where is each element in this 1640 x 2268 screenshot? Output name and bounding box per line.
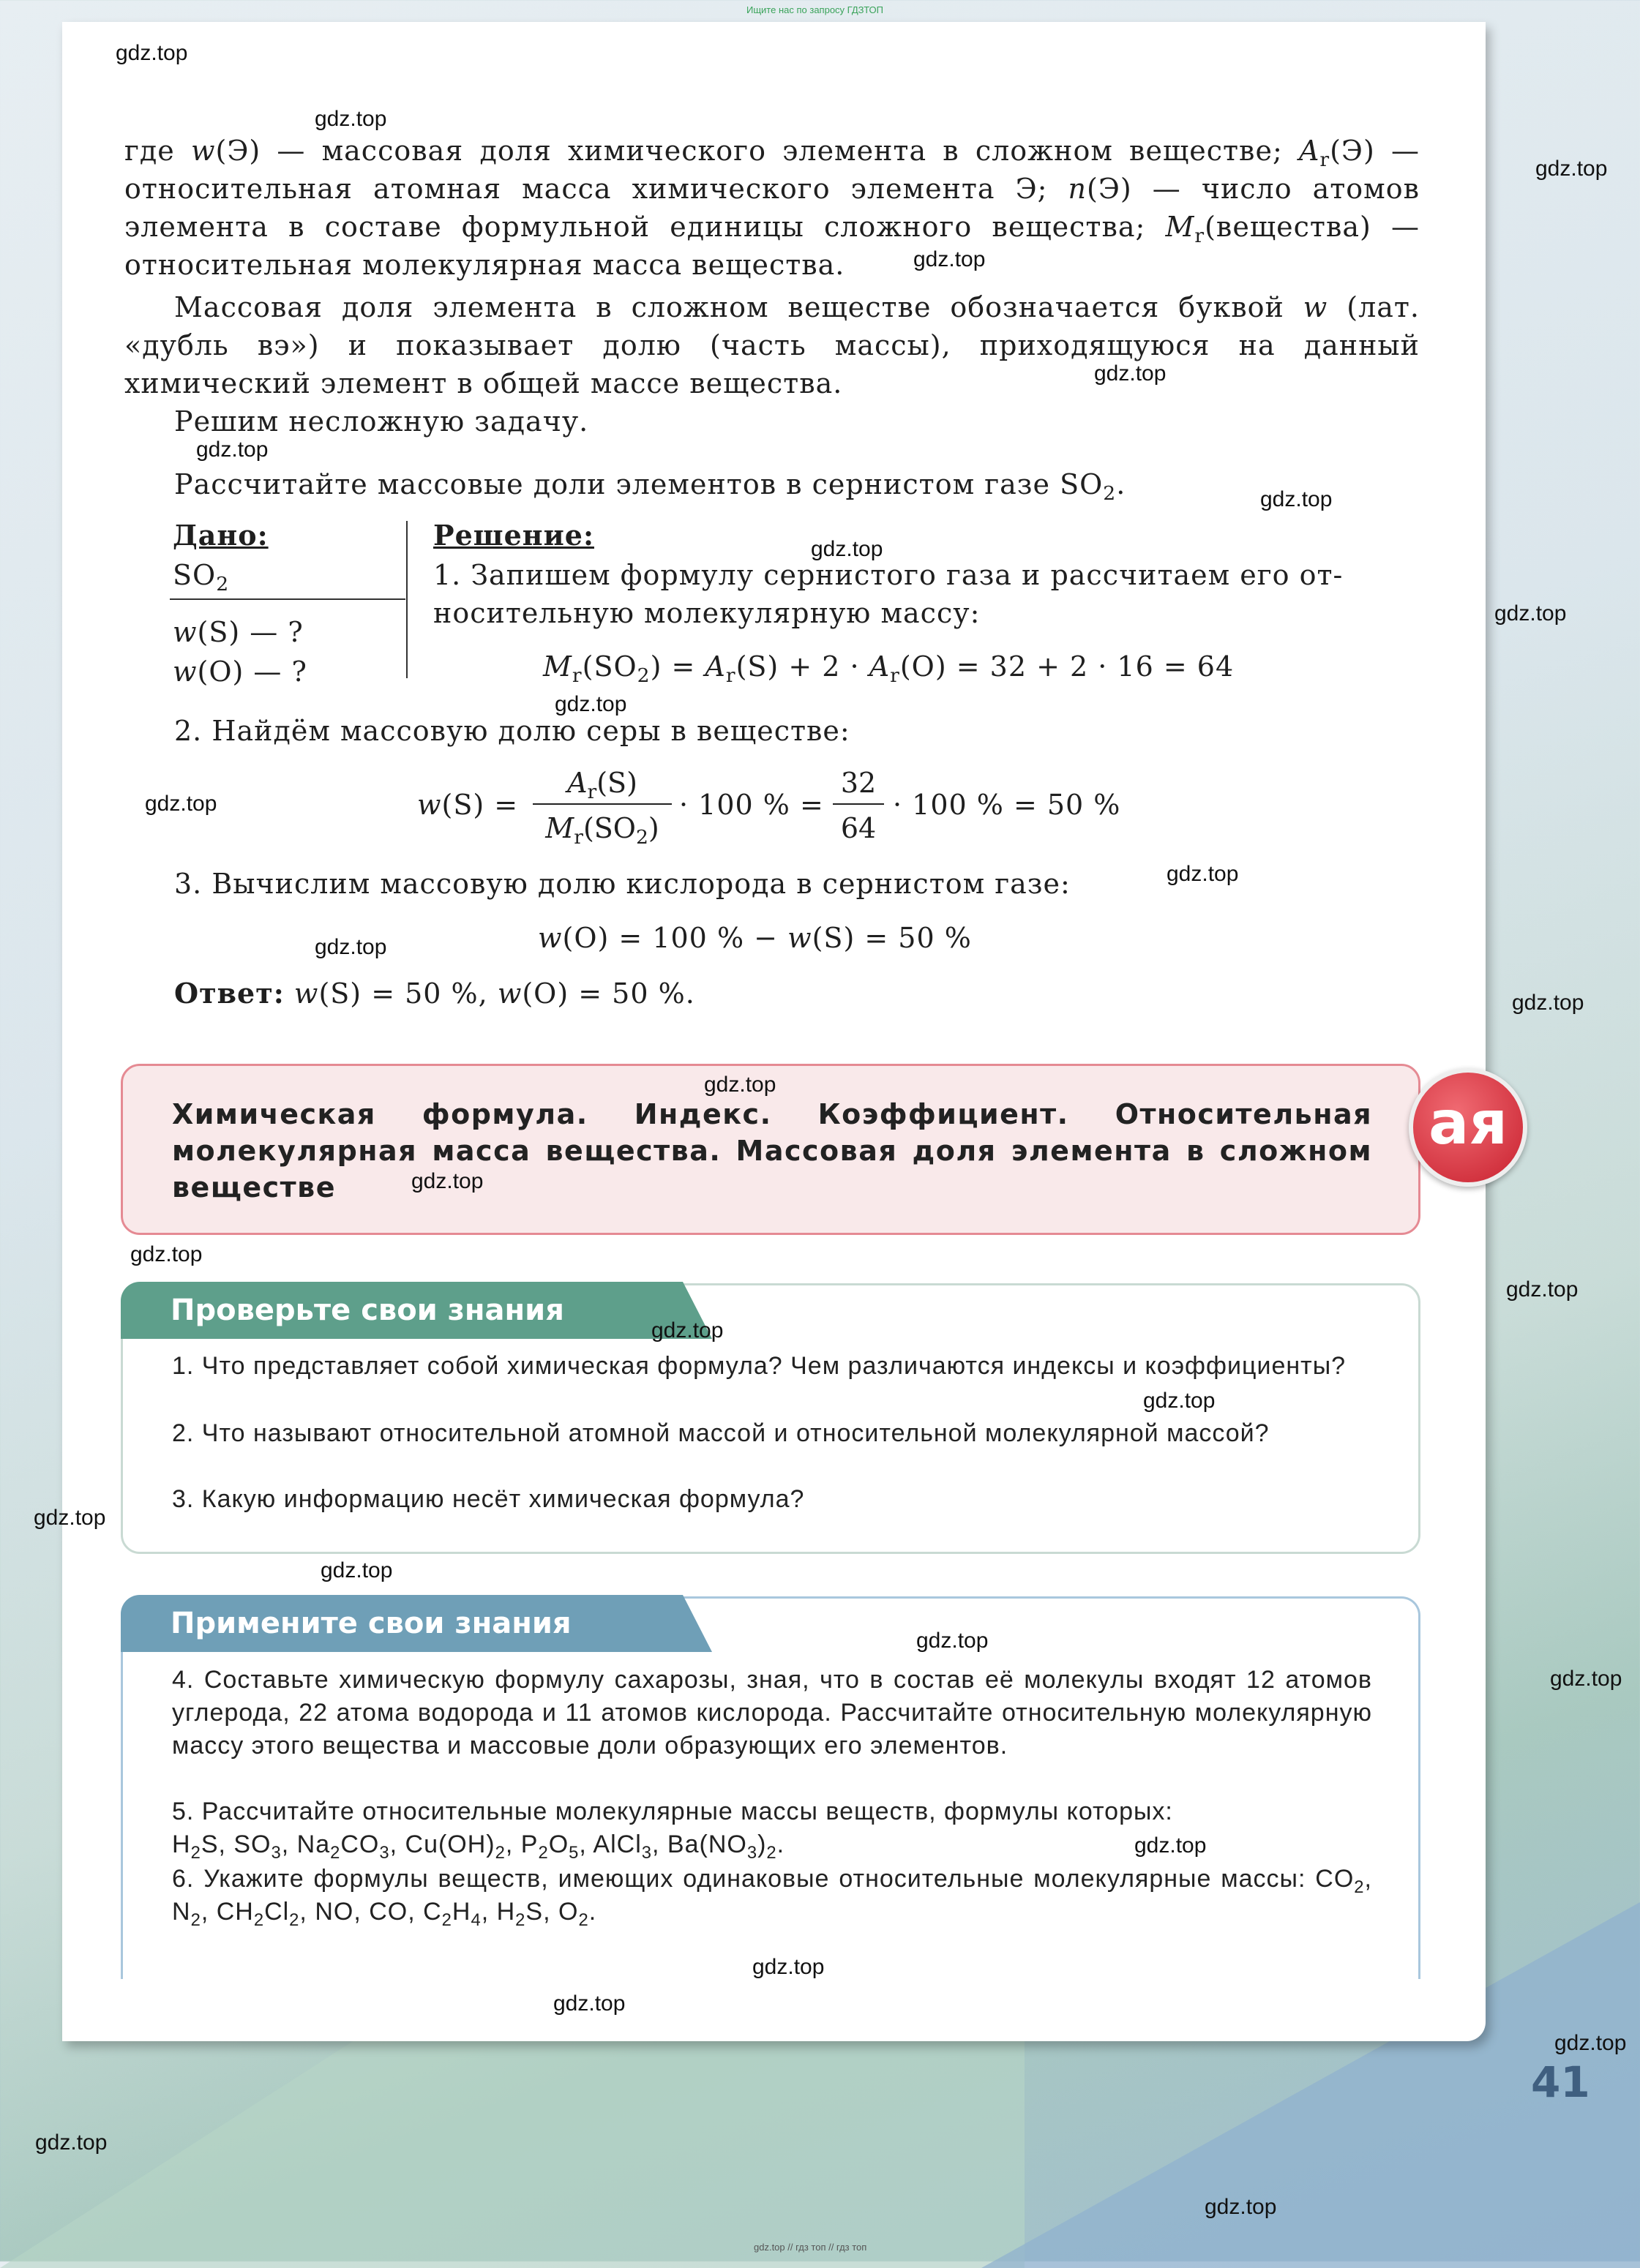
watermark: gdz.top	[651, 1318, 724, 1343]
watermark: gdz.top	[35, 2130, 108, 2155]
watermark: gdz.top	[321, 1558, 393, 1582]
watermark: gdz.top	[913, 247, 986, 271]
formula-ws-left: w(S) =	[417, 789, 519, 821]
intro-paragraph: где w(Э) — массовая доля химического элемента в сложном веществе; $A_r(Э)$ — относительная атомная масса химического элемента Э; n(Э) — число атомов элемента в составе формульной единицы сложного вещества; $M_r(вещества)$ — относительная молекулярная масса вещества.	[124, 135, 1420, 281]
formula-ws-result: · 100 % = 50 %	[893, 789, 1121, 821]
apply-question-6: 6. Укажите формулы веществ, имеющих одинаковые относительные молекулярные массы: $CO_2$, $N_2$, $CH_2Cl_2$, NO, CO, $C_2H_4$, $H_2S$, $O_2$.	[172, 1865, 1372, 1930]
watermark: gdz.top	[1494, 601, 1567, 626]
watermark: gdz.top	[411, 1169, 484, 1193]
given-solution-divider	[406, 521, 408, 678]
given-q2: w(O) — ?	[173, 656, 307, 688]
apply-question-4: 4. Составьте химическую формулу сахарозы, зная, что в состав её молекулы входят 12 атомов углерода, 22 атома водорода и 11 атомов кислорода. Рассчитайте относительную молекулярную массу этого вещества и массовые доли образующих его элементов.	[172, 1666, 1372, 1760]
frac1-numerator: $A_r(S)$	[567, 767, 637, 803]
watermark: gdz.top	[1205, 2195, 1277, 2219]
watermark: gdz.top	[1143, 1389, 1216, 1413]
watermark: gdz.top	[1506, 1277, 1579, 1302]
given-q1: w(S) — ?	[173, 616, 304, 648]
solution-step3: 3. Вычислим массовую долю кислорода в сернистом газе:	[174, 868, 1071, 900]
solution-step1: 1. Запишем формулу сернистого газа и рассчитаем его от-	[433, 559, 1344, 591]
watermark: gdz.top	[811, 537, 883, 561]
watermark: gdz.top	[315, 935, 387, 959]
formula-mr: $M_r(SO_2) = A_r(S) + 2 \cdot A_r(O) = 32 + 2 \cdot 16 = 64$	[543, 650, 1235, 687]
key-terms-text: Химическая формула. Индекс. Коэффициент. Относительная молекулярная масса вещества. Массовая доля элемента в сложном веществе	[172, 1098, 1372, 1204]
check-question-3: 3. Какую информацию несёт химическая формула?	[172, 1485, 805, 1513]
page-number: 41	[1531, 2057, 1590, 2107]
watermark: gdz.top	[34, 1506, 106, 1530]
top-note: Ищите нас по запросу ГДЗТОП	[746, 4, 884, 15]
answer: Ответ: w(S) = 50 %, w(O) = 50 %.	[174, 977, 695, 1010]
task-statement: Рассчитайте массовые доли элементов в сернистом газе $SO_2$.	[174, 468, 1126, 505]
solution-step1-cont: носительную молекулярную массу:	[433, 597, 981, 629]
watermark: gdz.top	[130, 1242, 203, 1266]
watermark: gdz.top	[1094, 361, 1167, 386]
watermark: gdz.top	[916, 1629, 989, 1653]
watermark: gdz.top	[1260, 487, 1333, 511]
apply-knowledge-title: Примените свои знания	[121, 1595, 683, 1652]
watermark: gdz.top	[1512, 991, 1584, 1015]
check-knowledge-title: Проверьте свои знания	[121, 1282, 683, 1339]
watermark: gdz.top	[1134, 1833, 1207, 1858]
given-divider	[170, 598, 405, 600]
watermark: gdz.top	[116, 41, 188, 65]
watermark: gdz.top	[1550, 1667, 1622, 1691]
definition-paragraph: Массовая доля элемента в сложном веществе обозначается буквой w (лат. «дубль вэ») и показывает долю (часть массы), приходящуюся на данный химический элемент в общей массе вещества.	[124, 291, 1420, 399]
apply-question-5: 5. Рассчитайте относительные молекулярные массы веществ, формулы которых: $H_2S$, $SO_3$, $Na_2CO_3$, $Cu(OH)_2$, $P_2O_5$, AlCl$_3$, $Ba(NO_3)_2$.	[172, 1798, 1173, 1863]
check-question-2: 2. Что называют относительной атомной массой и относительной молекулярной массой?	[172, 1419, 1270, 1447]
watermark: gdz.top	[1167, 862, 1239, 886]
watermark: gdz.top	[1554, 2031, 1627, 2055]
formula-ws-mid: · 100 % =	[679, 789, 824, 821]
bottom-note: gdz.top // гдз топ // гдз топ	[754, 2242, 867, 2253]
solution-title: Решение:	[433, 519, 594, 552]
frac1-bar	[533, 803, 672, 805]
formula-wo: w(O) = 100 % − w(S) = 50 %	[538, 922, 972, 954]
watermark: gdz.top	[555, 692, 627, 716]
watermark: gdz.top	[704, 1073, 776, 1097]
frac2-bar	[833, 803, 884, 805]
watermark: gdz.top	[196, 438, 269, 462]
given-substance: $SO_2$	[173, 559, 230, 596]
check-question-1: 1. Что представляет собой химическая формула? Чем различаются индексы и коэффициенты?	[172, 1352, 1347, 1380]
watermark: gdz.top	[145, 792, 217, 816]
frac1-denominator: $M_r(SO_2)$	[545, 812, 659, 849]
frac2-denominator: 64	[840, 812, 877, 844]
frac2-numerator: 32	[840, 767, 877, 799]
watermark: gdz.top	[553, 1991, 626, 2016]
terms-logo-icon: ая	[1409, 1068, 1527, 1187]
watermark: gdz.top	[315, 107, 387, 131]
given-title: Дано:	[173, 519, 269, 552]
solution-step2: 2. Найдём массовую долю серы в веществе:	[174, 715, 850, 747]
watermark: gdz.top	[1535, 157, 1608, 181]
task-intro: Решим несложную задачу.	[174, 405, 589, 438]
watermark: gdz.top	[752, 1955, 825, 1979]
